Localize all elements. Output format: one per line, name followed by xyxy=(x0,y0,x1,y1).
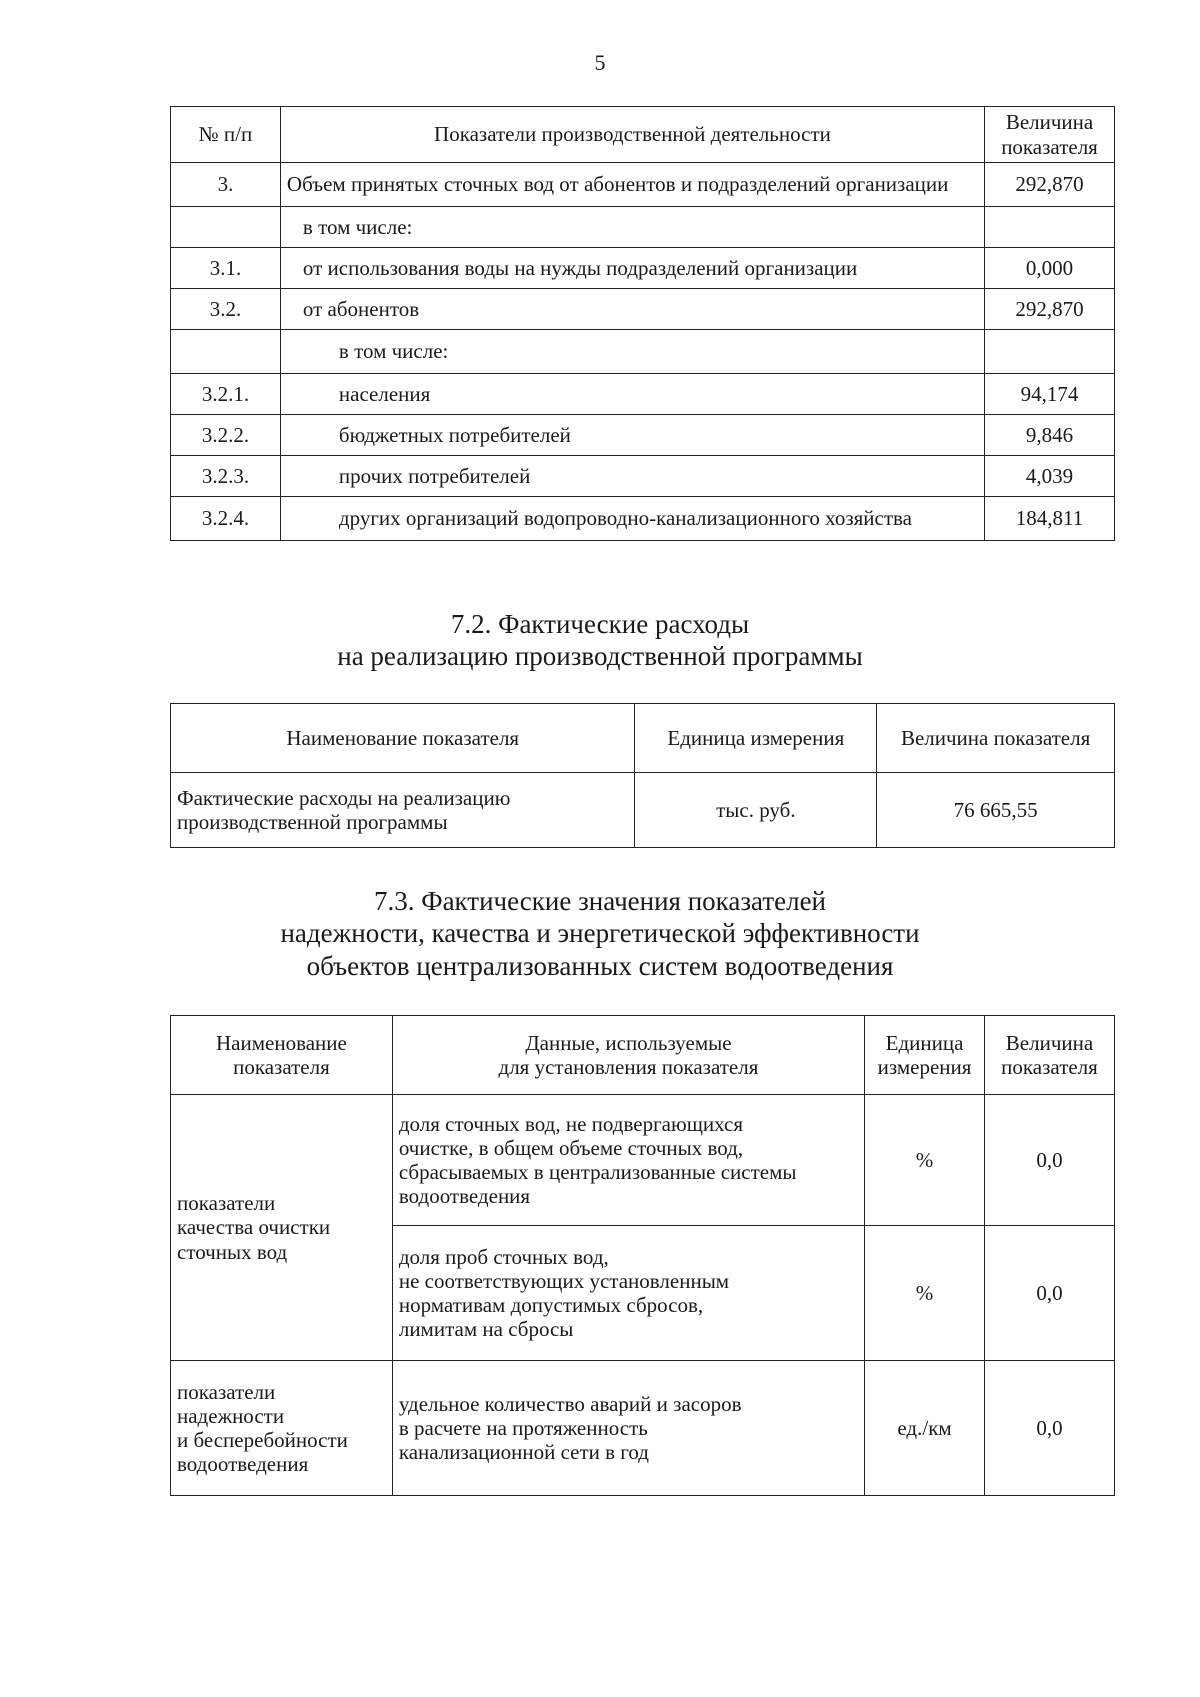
row-value: 0,000 xyxy=(985,248,1115,289)
row-unit: % xyxy=(865,1226,985,1361)
table-row xyxy=(171,163,1115,207)
table-header-row xyxy=(171,1016,1115,1095)
table-row xyxy=(171,330,1115,374)
header-value: Величина показателя xyxy=(877,704,1115,773)
header-value: Величина показателя xyxy=(985,1016,1115,1095)
row-label: прочих потребителей xyxy=(280,456,984,497)
table-row xyxy=(171,248,1115,289)
expenses-table xyxy=(170,703,1115,848)
row-name: Фактические расходы на реализацию производственной программы xyxy=(171,773,635,848)
header-value: Величина показателя xyxy=(985,107,1115,163)
group-name: показатели надежности и бесперебойности водоотведения xyxy=(171,1361,393,1496)
row-label: от абонентов xyxy=(280,289,984,330)
row-num: 3.2.2. xyxy=(171,415,281,456)
row-value: 292,870 xyxy=(985,163,1115,207)
row-data: удельное количество аварий и засоров в расчете на протяженность канализационной сети в год xyxy=(392,1361,864,1496)
row-label: бюджетных потребителей xyxy=(280,415,984,456)
header-unit: Единица измерения xyxy=(635,704,877,773)
row-num: 3.2. xyxy=(171,289,281,330)
row-value: 9,846 xyxy=(985,415,1115,456)
header-indicator: Показатели производственной деятельности xyxy=(280,107,984,163)
section-title-line: на реализацию производственной программы xyxy=(337,641,863,672)
row-value: 0,0 xyxy=(985,1226,1115,1361)
section-title-line: 7.3. Фактические значения показателей xyxy=(373,886,827,916)
section-7-3-title xyxy=(0,885,1200,982)
reliability-indicators-table xyxy=(170,1015,1115,1496)
header-num: № п/п xyxy=(171,107,281,163)
row-value: 292,870 xyxy=(985,289,1115,330)
section-title-line: надежности, качества и энергетической эффективности xyxy=(280,918,920,949)
row-num xyxy=(171,207,281,248)
row-unit: тыс. руб. xyxy=(635,773,877,848)
row-value: 0,0 xyxy=(985,1095,1115,1226)
row-value: 4,039 xyxy=(985,456,1115,497)
table-row xyxy=(171,207,1115,248)
row-value xyxy=(985,330,1115,374)
row-num xyxy=(171,330,281,374)
table-row xyxy=(171,1361,1115,1496)
row-value: 0,0 xyxy=(985,1361,1115,1496)
row-unit: % xyxy=(865,1095,985,1226)
row-label: других организаций водопроводно-канализационного хозяйства xyxy=(280,497,984,541)
row-num: 3.2.4. xyxy=(171,497,281,541)
header-unit: Единица измерения xyxy=(865,1016,985,1095)
table-row xyxy=(171,289,1115,330)
table-header-row xyxy=(171,107,1115,163)
row-value: 76 665,55 xyxy=(877,773,1115,848)
table-row xyxy=(171,1095,1115,1226)
row-data: доля сточных вод, не подвергающихся очистке, в общем объеме сточных вод, сбрасываемых в централизованные системы водоотведения xyxy=(392,1095,864,1226)
table-row xyxy=(171,456,1115,497)
row-value: 184,811 xyxy=(985,497,1115,541)
row-value xyxy=(985,207,1115,248)
table-header-row xyxy=(171,704,1115,773)
page-number: 5 xyxy=(594,50,606,75)
table-row xyxy=(171,415,1115,456)
row-num: 3.1. xyxy=(171,248,281,289)
row-data: доля проб сточных вод, не соответствующих установленным нормативам допустимых сбросов, лимитам на сбросы xyxy=(392,1226,864,1361)
row-label: населения xyxy=(280,374,984,415)
production-indicators-table xyxy=(170,106,1115,541)
row-label: Объем принятых сточных вод от абонентов и подразделений организации xyxy=(280,163,984,207)
section-title-line: объектов централизованных систем водоотведения xyxy=(306,950,894,981)
table-row xyxy=(171,497,1115,541)
group-name: показатели качества очистки сточных вод xyxy=(171,1095,393,1361)
table-row xyxy=(171,773,1115,848)
row-value: 94,174 xyxy=(985,374,1115,415)
row-label: от использования воды на нужды подразделений организации xyxy=(280,248,984,289)
section-title-line: 7.2. Фактические расходы xyxy=(450,609,750,639)
header-data: Данные, используемые для установления показателя xyxy=(392,1016,864,1095)
header-name: Наименование показателя xyxy=(171,1016,393,1095)
row-num: 3.2.3. xyxy=(171,456,281,497)
row-unit: ед./км xyxy=(865,1361,985,1496)
row-label: в том числе: xyxy=(280,207,984,248)
table-row xyxy=(171,374,1115,415)
header-name: Наименование показателя xyxy=(171,704,635,773)
row-num: 3.2.1. xyxy=(171,374,281,415)
section-7-2-title xyxy=(0,608,1200,673)
row-label: в том числе: xyxy=(280,330,984,374)
row-num: 3. xyxy=(171,163,281,207)
